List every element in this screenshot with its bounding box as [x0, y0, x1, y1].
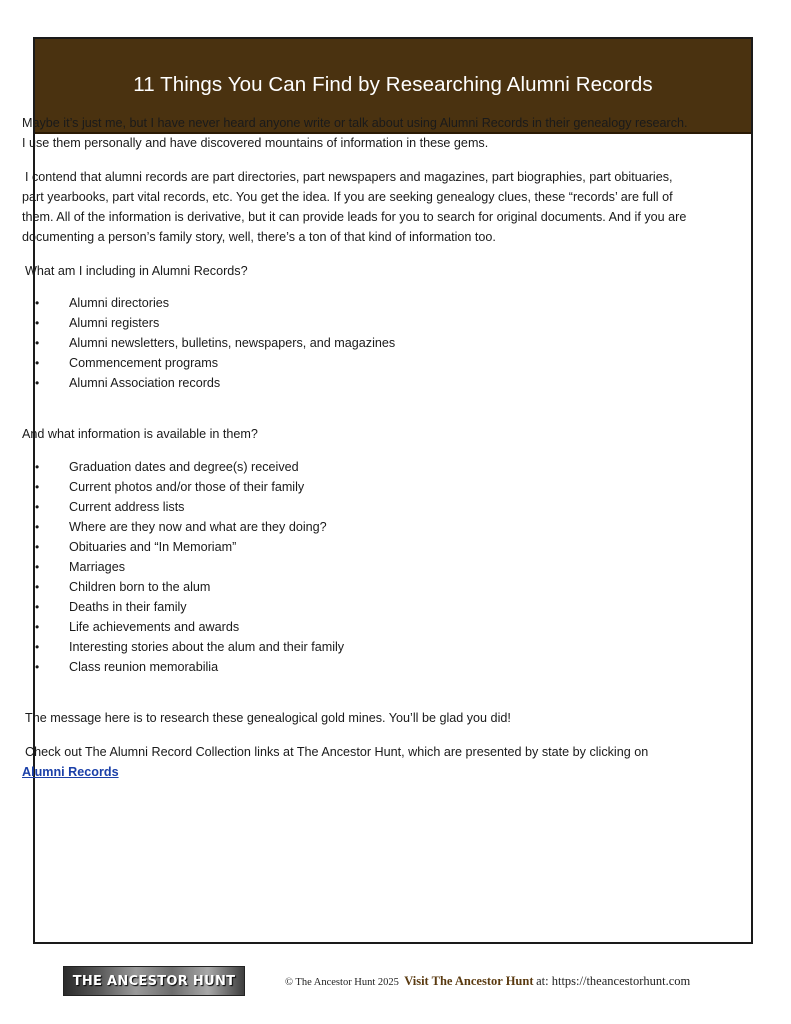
record-types-list [22, 293, 694, 393]
checkout-text: Check out The Alumni Record Collection links at The Ancestor Hunt, which are presented by state by clicking on [25, 745, 649, 759]
copyright-text: © The Ancestor Hunt 2025 [285, 977, 399, 988]
page-title: 11 Things You Can Find by Researching Alumni Records [133, 72, 653, 96]
list-item: • Class reunion memorabilia [22, 657, 694, 677]
list-item: • Current photos and/or those of their family [22, 477, 694, 497]
list-item: • Where are they now and what are they doing? [22, 517, 694, 537]
page-footer [63, 966, 763, 998]
list-item: • Alumni directories [22, 293, 694, 313]
footer-text [285, 974, 690, 989]
logo-text: THE ANCESTOR HUNT [72, 973, 236, 989]
intro-paragraph: Maybe it’s just me, but I have never heard anyone write or talk about using Alumni Records in their genealogy research. I use them personally and have discovered mountains of information in these gems. [22, 116, 688, 150]
including-question: What am I including in Alumni Records? [25, 264, 248, 278]
list-item: • Obituaries and “In Memoriam” [22, 537, 694, 557]
info-items-list [22, 457, 694, 677]
info-question: And what information is available in them? [22, 427, 258, 441]
contend-paragraph: I contend that alumni records are part directories, part newspapers and magazines, part biographies, part obituaries, part yearbooks, part vital records, etc. You get the idea. If you are seeking genealogy clues, these “records’ are full of them. All of the information is derivative, but it can provide leads for you to search for original documents. And if you are documenting a person’s family story, well, there’s a ton of that kind of information too. [22, 170, 687, 244]
list-item: • Commencement programs [22, 353, 694, 373]
list-item: • Current address lists [22, 497, 694, 517]
footer-url[interactable]: at: https://theancestorhunt.com [536, 974, 691, 988]
list-item: • Children born to the alum [22, 577, 694, 597]
visit-label: Visit The Ancestor Hunt [404, 974, 534, 988]
message-paragraph: The message here is to research these genealogical gold mines. You’ll be glad you did! [25, 711, 511, 725]
alumni-records-link[interactable]: Alumni Records [22, 765, 119, 779]
ancestor-hunt-logo [63, 966, 245, 996]
list-item: • Marriages [22, 557, 694, 577]
list-item: • Alumni newsletters, bulletins, newspapers, and magazines [22, 333, 694, 353]
list-item: • Alumni registers [22, 313, 694, 333]
list-item: • Deaths in their family [22, 597, 694, 617]
checkout-paragraph [22, 742, 694, 782]
list-item: • Life achievements and awards [22, 617, 694, 637]
article-body [22, 113, 694, 782]
list-item: • Alumni Association records [22, 373, 694, 393]
list-item: • Interesting stories about the alum and their family [22, 637, 694, 657]
list-item: • Graduation dates and degree(s) received [22, 457, 694, 477]
